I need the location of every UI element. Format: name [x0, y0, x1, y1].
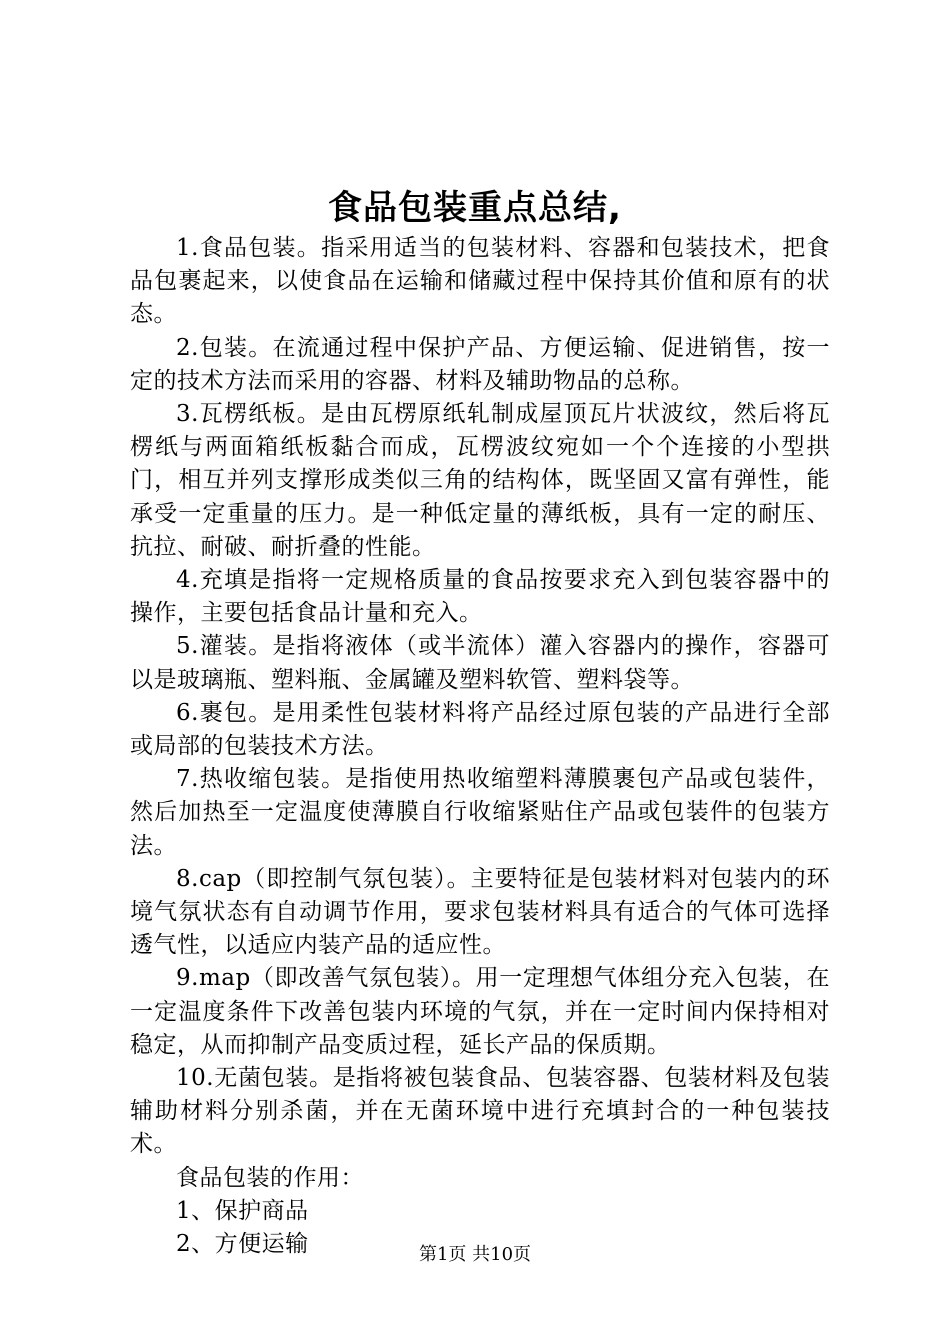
definition-paragraph: 8.cap（即控制气氛包装）。主要特征是包装材料对包装内的环境气氛状态有自动调节作用，要求包装材料具有适合的气体可选择透气性，以适应内装产品的适应性。	[130, 865, 830, 959]
definition-paragraph: 9.map（即改善气氛包装）。用一定理想气体组分充入包装，在一定温度条件下改善包装内环境的气氛，并在一定时间内保持相对稳定，从而抑制产品变质过程，延长产品的保质期。	[130, 965, 830, 1058]
definition-paragraph: 5.灌装。是指将液体（或半流体）灌入容器内的操作，容器可以是玻璃瓶、塑料瓶、金属罐及塑料软管、塑料袋等。	[130, 633, 830, 693]
definition-paragraph: 10.无菌包装。是指将被包装食品、包装容器、包装材料及包装辅助材料分别杀菌，并在无菌环境中进行充填封合的一种包装技术。	[130, 1065, 830, 1158]
definition-paragraph: 3.瓦楞纸板。是由瓦楞原纸轧制成屋顶瓦片状波纹，然后将瓦楞纸与两面箱纸板黏合而成，瓦楞波纹宛如一个个连接的小型拱门，相互并列支撑形成类似三角的结构体，既坚固又富有弹性，能承受一定重量的压力。是一种低定量的薄纸板，具有一定的耐压、抗拉、耐破、耐折叠的性能。	[130, 401, 830, 560]
page-footer: 第1页 共10页	[418, 1244, 532, 1265]
list-item: 1、保护商品	[176, 1197, 309, 1224]
section-heading: 食品包装的作用：	[176, 1164, 364, 1191]
definition-paragraph: 2.包装。在流通过程中保护产品、方便运输、促进销售，按一定的技术方法而采用的容器、材料及辅助物品的总称。	[130, 334, 830, 394]
definition-paragraph: 1.食品包装。指采用适当的包装材料、容器和包装技术，把食品包裹起来，以使食品在运输和储藏过程中保持其价值和原有的状态。	[130, 235, 830, 328]
definition-paragraph: 6.裹包。是用柔性包装材料将产品经过原包装的产品进行全部或局部的包装技术方法。	[130, 699, 830, 760]
definition-paragraph: 4.充填是指将一定规格质量的食品按要求充入到包装容器中的操作，主要包括食品计量和充入。	[130, 567, 830, 627]
list-item: 2、方便运输	[176, 1231, 309, 1258]
document-title: 食品包装重点总结,	[328, 188, 622, 228]
document-body	[130, 232, 830, 1261]
definition-paragraph: 7.热收缩包装。是指使用热收缩塑料薄膜裹包产品或包装件，然后加热至一定温度使薄膜自行收缩紧贴住产品或包装件的包装方法。	[130, 766, 830, 859]
